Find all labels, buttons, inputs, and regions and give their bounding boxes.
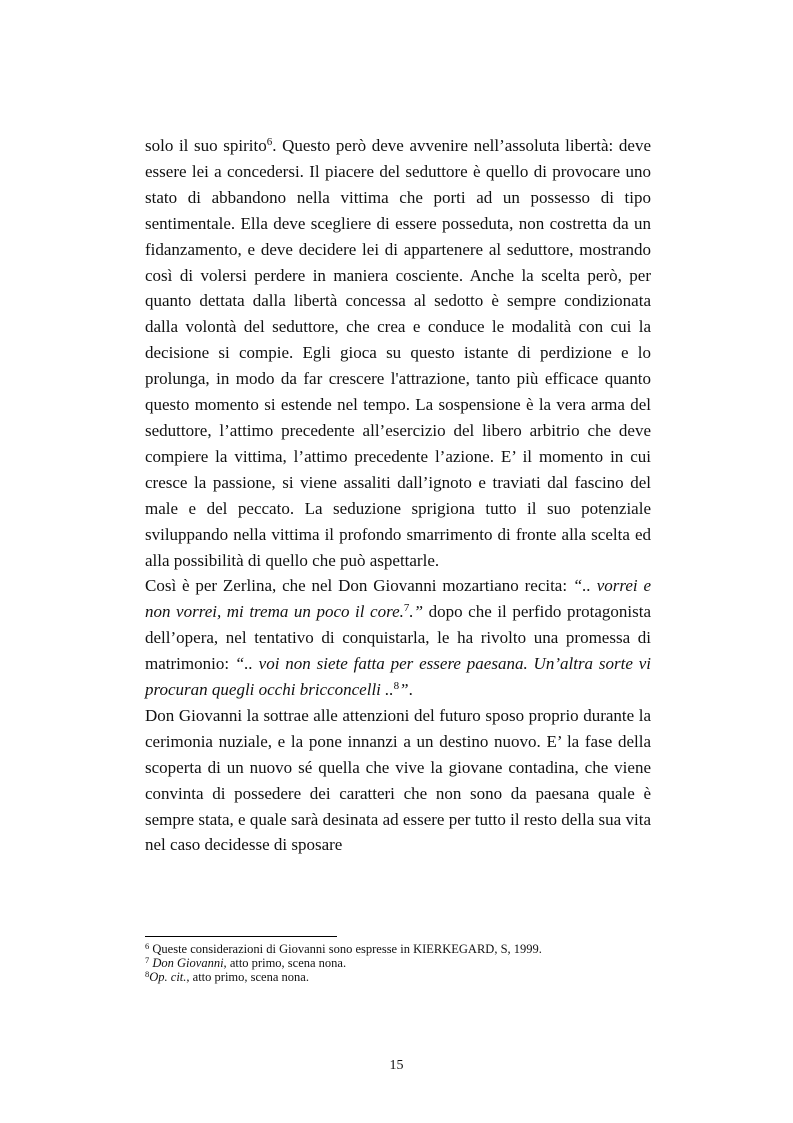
footnote-title: Don Giovanni, <box>149 956 227 970</box>
footnote-number: 7 <box>145 955 150 966</box>
footnote-ref-6: 6 <box>266 135 273 148</box>
footnote-title: Op. cit., <box>149 970 190 984</box>
footnote-text: atto primo, scena nona. <box>226 956 347 970</box>
page-number: 15 <box>389 1058 404 1073</box>
footnote-ref-7: 7 <box>403 602 410 615</box>
text-run: Don Giovanni la sottrae alle attenzioni del futuro sposo proprio durante la cerimonia nuziale, e la pone innanzi a un destino nuovo. E’ la fase della scoperta di un nuovo sé quella che vive la giovane contadina, che viene convinta di possedere dei caratteri che non sono da paesana quale è sempre stata, e quale sarà desinata ad essere per tutto il resto della sua vita nel caso decidesse di sposare <box>145 705 651 855</box>
footnote-number: 8 <box>145 969 150 980</box>
footnote-6 <box>145 942 651 956</box>
quote-don-giovanni: “.. voi non siete fatta per essere paesana. Un’altra sorte vi procuran quegli occhi bricconcelli .. <box>145 654 651 700</box>
text-run: . Questo però deve avvenire nell’assoluta libertà: deve essere lei a concedersi. Il piacere del seduttore è quello di provocare uno stato di abbandono nella vittima che porti ad un possesso di tipo sentimentale. Ella deve scegliere di essere posseduta, non costretta da un fidanzamento, e deve decidere lei di appartenere al seduttore, mostrando così di volersi perdere in maniera cosciente. Anche la scelta però, per quanto dettata dalla libertà concessa al sedotto è sempre condizionata dalla volontà del seduttore, che crea e conduce le modalità con cui la decisione si compie. Egli gioca su questo istante di perdizione e lo prolunga, in modo da far crescere l'attrazione, tanto più efficace quanto questo momento si estende nel tempo. La sospensione è la vera arma del seduttore, l’attimo precedente all’esercizio del libero arbitrio che deve compiere la vittima, l’attimo precedente l’azione. E’ il momento in cui cresce la passione, si viene assaliti dall’ignoto e traviati dal fascino del male e del peccato. La seduzione sprigiona tutto il suo potenziale sviluppando nella vittima il profondo smarrimento di fronte alla scelta ed alla possibilità di quello che può aspettarle. <box>145 136 651 570</box>
quote-zerlina: “.. vorrei e non vorrei, mi trema un poco il core. <box>145 576 651 622</box>
footnote-text: atto primo, scena nona. <box>189 970 309 984</box>
footnote-8 <box>145 970 651 984</box>
footnotes <box>145 942 651 984</box>
text-run: solo il suo spirito <box>145 136 267 155</box>
paragraph-2 <box>145 573 651 703</box>
quote-end: ” <box>399 680 409 700</box>
footnote-divider <box>145 936 337 937</box>
quote-end: .” <box>409 602 424 622</box>
footnote-7 <box>145 956 651 970</box>
footnote-ref-8: 8 <box>393 679 400 692</box>
text-run: dopo che il perfido protagonista dell’opera, nel tentativo di conquistarla, le ha rivolto una promessa di matrimonio: <box>145 602 651 674</box>
footnote-number: 6 <box>145 941 150 952</box>
footnote-text: Queste considerazioni di Giovanni sono espresse in KIERKEGARD, S, 1999. <box>149 942 542 956</box>
body-text <box>145 133 651 858</box>
text-run: Così è per Zerlina, che nel Don Giovanni mozartiano recita: <box>145 576 573 596</box>
text-run: . <box>408 680 413 700</box>
paragraph-1 <box>145 133 651 573</box>
paragraph-3 <box>145 703 651 858</box>
